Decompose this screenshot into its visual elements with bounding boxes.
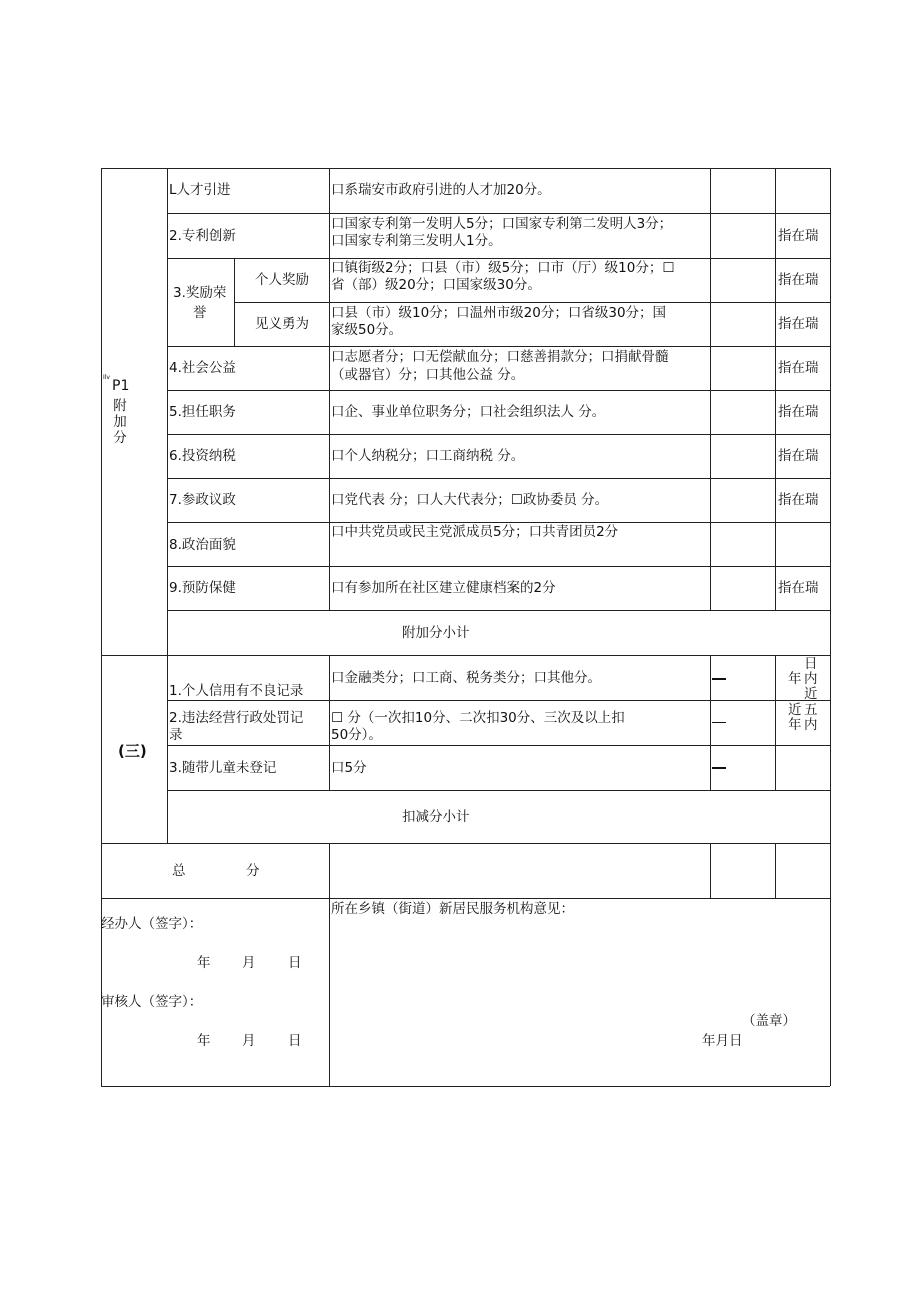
reviewer-label: 审核人（签字）： — [101, 994, 203, 1010]
item-note: 指在瑞 — [778, 448, 819, 464]
note-glyph: 五 — [804, 702, 818, 718]
item-desc: 口志愿者分；口无偿献血分；口慈善捐款分；口捐献骨髓 — [331, 349, 669, 365]
item-label: 8.政治面貌 — [169, 537, 236, 553]
date-month: 月 — [242, 1033, 256, 1049]
dash-mark — [712, 678, 726, 680]
item-label: 录 — [169, 727, 183, 743]
item-label: 2.专利创新 — [169, 228, 236, 244]
date-year: 年 — [197, 955, 211, 971]
item-label: 9.预防保健 — [169, 580, 236, 596]
item-note: 指在瑞 — [778, 272, 819, 288]
add-subtotal: 附加分小计 — [402, 625, 470, 641]
seal-label: （盖章） — [742, 1013, 796, 1029]
item-label: 4.社会公益 — [169, 360, 236, 376]
item-label: 1.个人信用有不良记录 — [169, 683, 304, 699]
item-desc: 口系瑞安市政府引进的人才加20分。 — [331, 182, 551, 198]
award-label-2: 誉 — [193, 305, 207, 321]
note-glyph: 近 — [804, 686, 818, 702]
item-desc: 口企、事业单位职务分；口社会组织法人 分。 — [331, 404, 606, 420]
item-desc: （或器官）分；口其他公益 分。 — [331, 367, 525, 383]
dash-mark — [712, 767, 726, 769]
item-note: 指在瑞 — [778, 404, 819, 420]
award-bravery-sub: 见义勇为 — [255, 316, 309, 332]
item-label: 2.违法经营行政处罚记 — [169, 710, 304, 726]
award-label: 3.奖励荣 — [173, 285, 227, 301]
item-desc: ☐ 分（一次扣10分、二次扣30分、三次及以上扣 — [331, 710, 625, 726]
date-year: 年 — [197, 1033, 211, 1049]
item-note: 指在瑞 — [778, 580, 819, 596]
item-note: 指在瑞 — [778, 228, 819, 244]
item-desc: 口个人纳税分；口工商纳税 分。 — [331, 448, 525, 464]
item-label: 7.参政议政 — [169, 492, 236, 508]
deduct-side-label: (三) — [118, 742, 147, 760]
date-day: 日 — [288, 1033, 302, 1049]
item-label: 5.担任职务 — [169, 404, 236, 420]
item-label: L人才引进 — [169, 182, 231, 198]
note-glyph: 内 — [804, 717, 818, 733]
item-note: 指在瑞 — [778, 360, 819, 376]
side-label-top: P1 — [112, 378, 130, 394]
item-desc: 口县（市）级10分；口温州市级20分；口省级30分；国 — [331, 305, 667, 321]
item-desc: 口金融类分；口工商、税务类分；口其他分。 — [331, 670, 601, 686]
award-personal-sub: 个人奖励 — [255, 272, 309, 288]
opinion-label: 所在乡镇（街道）新居民服务机构意见： — [331, 901, 574, 917]
total-label-a: 总 — [172, 863, 186, 879]
note-glyph: 日 — [804, 656, 818, 672]
note-glyph: 年 — [788, 671, 802, 687]
date-day: 日 — [288, 955, 302, 971]
item-note: 指在瑞 — [778, 492, 819, 508]
item-desc: 50分）。 — [331, 727, 382, 743]
dash-mark — [712, 722, 726, 723]
item-label: 3.随带儿童未登记 — [169, 760, 277, 776]
total-label-b: 分 — [246, 863, 260, 879]
deduct-subtotal: 扣减分小计 — [402, 809, 470, 825]
item-desc: 家级50分。 — [331, 322, 403, 338]
item-desc: 口中共党员或民主党派成员5分；口共青团员2分 — [331, 524, 619, 540]
item-note: 指在瑞 — [778, 316, 819, 332]
note-glyph: 内 — [804, 671, 818, 687]
side-label: 附加分 — [113, 398, 127, 446]
item-desc: 口有参加所在社区建立健康档案的2分 — [331, 580, 556, 596]
side-label-small: Ilv — [103, 374, 110, 381]
item-desc: 省（部）级20分；口国家级30分。 — [331, 277, 541, 293]
item-desc: 口国家专利第三发明人1分。 — [331, 233, 502, 249]
item-desc: 口镇街级2分；口县（市）级5分；口市（厅）级10分；☐ — [331, 260, 675, 276]
item-desc: 口5分 — [331, 760, 367, 776]
seal-date: 年月日 — [702, 1033, 743, 1049]
item-desc: 口国家专利第一发明人5分；口国家专利第二发明人3分； — [331, 216, 673, 232]
handler-label: 经办人（签字）： — [101, 916, 203, 932]
note-glyph: 年 — [788, 717, 802, 733]
item-desc: 口党代表 分；口人大代表分；☐政协委员 分。 — [331, 492, 609, 508]
note-glyph: 近 — [788, 702, 802, 718]
date-month: 月 — [242, 955, 256, 971]
item-label: 6.投资纳税 — [169, 448, 236, 464]
